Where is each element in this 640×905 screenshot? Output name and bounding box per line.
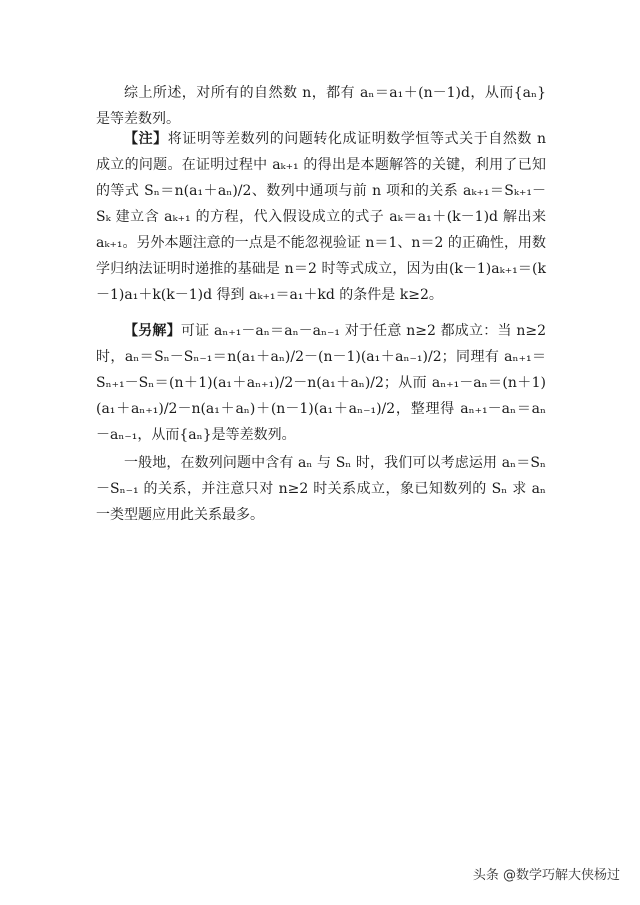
paragraph-alternative-solution <box>96 318 546 448</box>
source-watermark: 头条 @数学巧解大侠杨过 <box>472 868 620 883</box>
paragraph-conclusion <box>96 80 546 132</box>
paragraph-text: 一般地，在数列问题中含有 aₙ 与 Sₙ 时，我们可以考虑运用 aₙ＝Sₙ－Sₙ₋₁ 的关系，并注意只对 n≥2 时关系成立，象已知数列的 Sₙ 求 aₙ 一类型题应用此关系最多。 <box>96 455 546 523</box>
paragraph-general-remark <box>96 450 546 528</box>
alt-solution-label: 【另解】 <box>124 323 181 339</box>
paragraph-note <box>96 126 546 308</box>
paragraph-text: 综上所述，对所有的自然数 n，都有 aₙ＝a₁＋(n－1)d，从而{aₙ}是等差数列。 <box>96 85 546 127</box>
note-label: 【注】 <box>124 131 168 147</box>
paragraph-text: 可证 aₙ₊₁－aₙ＝aₙ－aₙ₋₁ 对于任意 n≥2 都成立：当 n≥2 时，aₙ＝Sₙ－Sₙ₋₁＝n(a₁＋aₙ)/2－(n－1)(a₁＋aₙ₋₁)/2；同理有 aₙ₊₁＝Sₙ₊₁－Sₙ＝(n＋1)(a₁＋aₙ₊₁)/2－n(a₁＋aₙ)/2；从而 aₙ₊₁－aₙ＝(n＋1)(a₁＋aₙ₊₁)/2－n(a₁＋aₙ)＋(n－1)(a₁＋aₙ₋₁)/2，整理得 aₙ₊₁－aₙ＝aₙ－aₙ₋₁，从而{aₙ}是等差数列。 <box>96 323 546 443</box>
paragraph-text: 将证明等差数列的问题转化成证明数学恒等式关于自然数 n 成立的问题。在证明过程中 aₖ₊₁ 的得出是本题解答的关键，利用了已知的等式 Sₙ＝n(a₁＋aₙ)/2、数列中通项与前 n 项和的关系 aₖ₊₁＝Sₖ₊₁－Sₖ 建立含 aₖ₊₁ 的方程，代入假设成立的式子 aₖ＝a₁＋(k－1)d 解出来 aₖ₊₁。另外本题注意的一点是不能忽视验证 n＝1、n＝2 的正确性，用数学归纳法证明时递推的基础是 n＝2 时等式成立，因为由(k－1)aₖ₊₁＝(k－1)a₁＋k(k－1)d 得到 aₖ₊₁＝a₁＋kd 的条件是 k≥2。 <box>96 131 547 303</box>
